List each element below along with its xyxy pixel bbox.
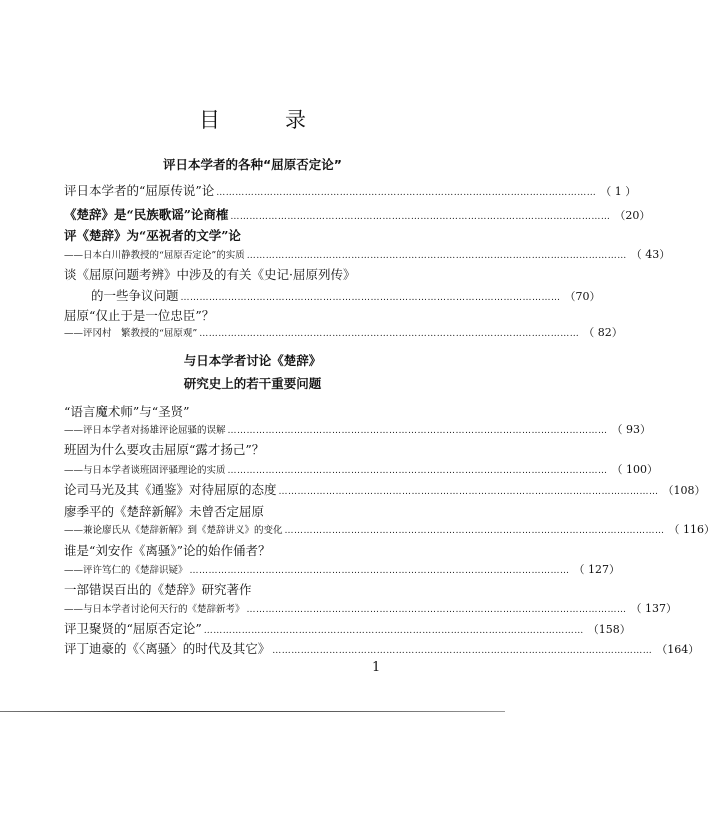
toc-entry-page: （ 100） <box>611 463 659 476</box>
toc-entry-page: （158） <box>587 623 631 636</box>
toc-entry-title: 谈《屈原问题考辨》中涉及的有关《史记·屈原列传》 <box>64 267 356 282</box>
toc-entry-title: 评《楚辞》为“巫祝者的文学”论 <box>64 228 241 243</box>
toc-entry-page: （ 116） <box>668 523 715 536</box>
toc-leader: ………………………………………………………………………………………………………… <box>227 466 608 476</box>
toc-leader: ………………………………………………………………………………………………………… <box>246 251 627 261</box>
toc-leader: ………………………………………………………………………………………………………… <box>189 566 570 576</box>
toc-entry-title: 评丁迪豪的《〈离骚〉的时代及其它》 <box>64 641 271 656</box>
section-heading-2-line-1: 与日本学者讨论《楚辞》 <box>183 353 322 368</box>
section-heading-2-line-2: 研究史上的若干重要问题 <box>183 376 322 391</box>
toc-entry <box>64 461 659 477</box>
page-number: 1 <box>372 660 381 675</box>
toc-entry-page: （20） <box>614 209 651 222</box>
toc-entry-subtitle: ——与日本学者讨论何天行的《楚辞新考》 <box>64 604 245 615</box>
toc-entry-page: （108） <box>662 484 706 497</box>
toc-entry <box>64 246 671 262</box>
toc-entry-page: （ 137） <box>630 602 678 615</box>
toc-entry-page: （ 43） <box>630 248 671 261</box>
toc-entry <box>64 639 700 657</box>
toc-entry-title: 谁是“刘安作《离骚》”论的始作俑者？ <box>64 543 271 558</box>
toc-entry-page: （ 82） <box>583 326 623 339</box>
toc-entry-title: “语言魔术师”与“圣贤” <box>64 404 190 419</box>
toc-leader: ………………………………………………………………………………………………………… <box>272 646 653 656</box>
toc-entry-page: （ 127） <box>573 563 621 576</box>
toc-entry <box>64 619 631 637</box>
toc-entry-page: （70） <box>564 290 601 303</box>
toc-leader: ………………………………………………………………………………………………………… <box>227 426 608 436</box>
toc-entry-subtitle: ——与日本学者谈班固评骚理论的实质 <box>64 465 226 476</box>
toc-entry-title: 班固为什么要攻击屈原“露才扬己”？ <box>64 442 265 457</box>
toc-entry <box>91 286 601 304</box>
toc-entry <box>64 480 706 498</box>
toc-entry-title: 一部错误百出的《楚辞》研究著作 <box>64 582 252 597</box>
toc-entry-subtitle: ——兼论廖氏从《楚辞新解》到《楚辞讲义》的变化 <box>64 525 283 536</box>
toc-entry-title: 《楚辞》是“民族歌谣”论商榷 <box>64 207 229 222</box>
toc-entry-title: 论司马光及其《通鉴》对待屈原的态度 <box>64 482 277 497</box>
toc-entry <box>64 205 651 223</box>
toc-leader: ………………………………………………………………………………………………………… <box>203 626 584 636</box>
toc-entry-page: （ 1 ） <box>600 185 637 198</box>
toc-entry-title: 廖季平的《楚辞新解》未曾否定屈原 <box>64 504 265 519</box>
toc-leader: ………………………………………………………………………………………………………… <box>216 188 597 198</box>
toc-entry <box>64 600 678 616</box>
toc-entry-page: （164） <box>656 643 700 656</box>
toc-leader: ………………………………………………………………………………………………………… <box>284 526 665 536</box>
toc-leader: ………………………………………………………………………………………………………… <box>230 212 611 222</box>
toc-entry-subtitle: ——评许笃仁的《楚辞识疑》 <box>64 565 188 576</box>
toc-leader: ………………………………………………………………………………………………………… <box>278 487 659 497</box>
toc-entry <box>64 521 715 537</box>
toc-leader: ………………………………………………………………………………………………………… <box>199 329 580 339</box>
toc-entry <box>64 181 637 199</box>
toc-entry-title: 屈原“仅止于是一位忠臣”？ <box>64 308 215 323</box>
toc-entry <box>64 561 621 577</box>
toc-entry-title: 的一些争议问题 <box>91 288 179 303</box>
toc-entry-subtitle: ——日本白川静教授的“屈原否定论”的实质 <box>64 250 245 261</box>
bottom-rule <box>0 711 505 712</box>
toc-leader: ………………………………………………………………………………………………………… <box>180 293 561 303</box>
toc-entry-title: 评卫聚贤的“屈原否定论” <box>64 621 202 636</box>
page-title: 目 录 <box>199 108 328 132</box>
toc-entry-title: 评日本学者的“屈原传说”论 <box>64 183 215 198</box>
toc-entry <box>64 324 623 340</box>
toc-leader: ………………………………………………………………………………………………………… <box>246 605 627 615</box>
toc-entry <box>64 421 652 437</box>
section-heading-1: 评日本学者的各种“屈原否定论” <box>163 157 342 172</box>
toc-entry-subtitle: ——评冈村 繁教授的“屈原观” <box>64 328 198 339</box>
toc-entry-page: （ 93） <box>611 423 652 436</box>
toc-entry-subtitle: ——评日本学者对扬雄评论屈骚的误解 <box>64 425 226 436</box>
